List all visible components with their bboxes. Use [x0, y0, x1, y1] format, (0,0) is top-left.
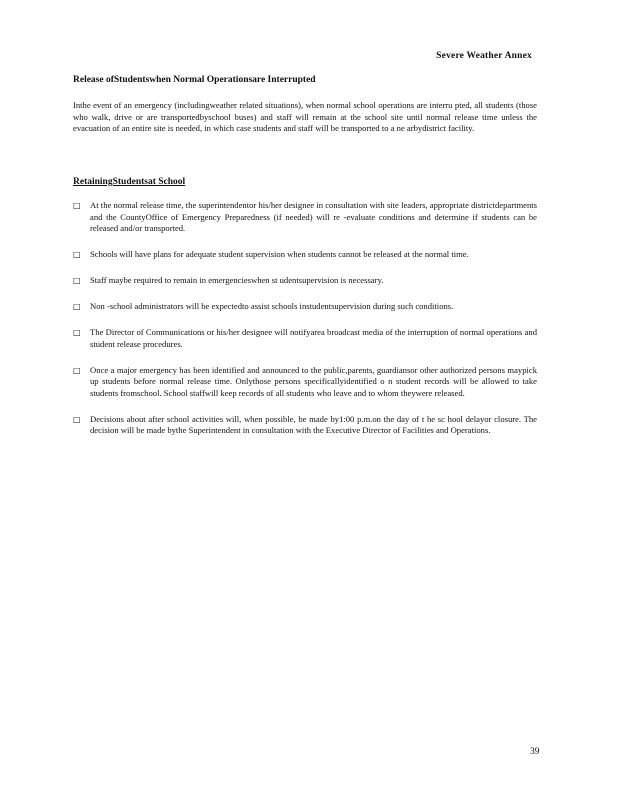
- bullet-text: At the normal release time, the superintendentor his/her designee in consultation with site leaders, appropriate districtdepartments and the CountyOffice of Emergency Preparedness (if needed) will re -evaluate conditions and determine if students can be released and/or transported.: [90, 200, 537, 233]
- bullet-item: [73, 327, 537, 350]
- bullet-text: Staff maybe required to remain in emergencieswhen st udentsupervision is necessary.: [90, 275, 384, 285]
- bullet-marker-icon: □: [73, 201, 81, 210]
- bullet-item: [73, 414, 537, 437]
- bullet-item: [73, 275, 537, 287]
- section-title-retaining: RetainingStudentsat School: [73, 177, 186, 187]
- bullet-item: [73, 365, 537, 400]
- bullet-marker-icon: □: [73, 250, 81, 259]
- bullet-marker-icon: □: [73, 276, 81, 285]
- bullet-text: The Director of Communications or his/her designee will notifyarea broadcast media of the interruption of normal operations and student release procedures.: [90, 327, 537, 349]
- bullet-text: Non -school administrators will be expectedto assist schools instudentsupervision during such conditions.: [90, 301, 454, 311]
- bullet-item: [73, 301, 537, 313]
- page-number: 39: [530, 747, 540, 757]
- bullet-item: [73, 200, 537, 235]
- section-title-release: Release ofStudentswhen Normal Operationsare Interrupted: [73, 75, 316, 85]
- bullet-marker-icon: □: [73, 365, 81, 375]
- bullet-marker-icon: □: [73, 302, 81, 311]
- annex-title: Severe Weather Annex: [436, 51, 532, 61]
- bullet-text: Decisions about after school activities will, when possible, be made by1:00 p.m.on the day of t he sc hool delayor closure. The decision will be made bythe Superintendent in consultation with the Executive Director of Facilities and Operations.: [90, 413, 537, 435]
- bullet-item: [73, 249, 537, 261]
- release-paragraph: Inthe event of an emergency (includingweather related situations), when normal school operations are interru pted, all students (those who walk, drive or are transportedbyschool buses) and staff will remain at the school site until normal release time unless the evacuation of an entire site is needed, in which case students and staff will be transported to a ne arbydistrict facility.: [73, 100, 537, 133]
- retaining-bullet-list: [73, 200, 537, 451]
- bullet-marker-icon: □: [73, 328, 81, 337]
- bullet-marker-icon: □: [73, 414, 81, 424]
- bullet-text: Schools will have plans for adequate student supervision when students cannot be released at the normal time.: [90, 249, 469, 259]
- bullet-text: Once a major emergency has been identified and announced to the public,parents, guardiansor other authorized persons maypick up students before normal release time. Onlythose persons specificallyidentified o n student records will be allowed to take students fromschool. School staffwill keep records of all students who leave and to whom theywere released.: [90, 364, 537, 398]
